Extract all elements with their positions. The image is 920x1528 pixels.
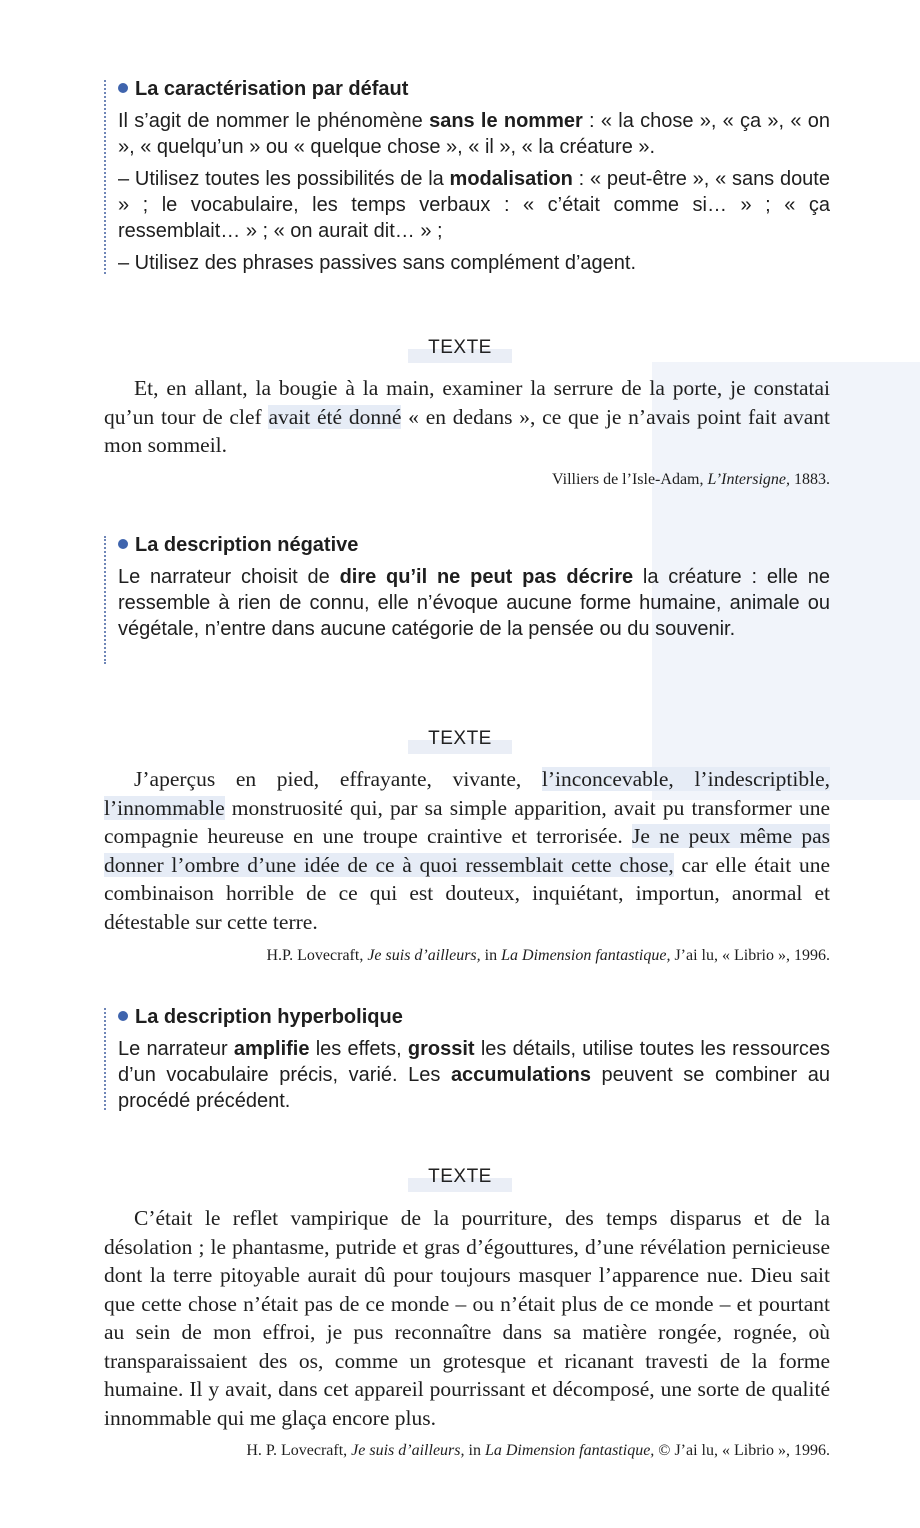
text-source: H.P. Lovecraft, Je suis d’ailleurs, in La Dimension fantastique, J’ai lu, « Librio », 1996. [266, 947, 830, 964]
bullet-dot-icon [118, 83, 128, 93]
section-rule [104, 80, 106, 274]
advice-passive: – Utilisez des phrases passives sans complément d’agent. [118, 252, 637, 274]
section-description-negative [118, 532, 830, 642]
section-description-hyperbolique [118, 1004, 830, 1114]
section-heading: La description négative [118, 532, 830, 558]
text-passage: J’aperçus en pied, effrayante, vivante, l’inconcevable, l’indescriptible, l’innommable monstruosité qui, par sa simple apparition, avait pu transformer une compagnie heureuse en une troupe craintive et terrorisée. Je ne peux même pas donner l’ombre d’une idée de ce à quoi ressemblait cette chose, car elle était une combinaison horrible de ce qui est douteux, inquiétant, importun, anormal et détestable sur cette terre. [104, 767, 831, 934]
section-rule [104, 1008, 106, 1110]
section-heading: La description hyperbolique [118, 1004, 830, 1030]
section-body: Le narrateur amplifie les effets, grossit les détails, utilise toutes les ressources d’un vocabulaire précis, varié. Les accumulations peuvent se combiner au procédé précédent. [118, 1038, 830, 1112]
section-intro: Il s’agit de nommer le phénomène sans le nommer : « la chose », « ça », « on », « quelqu’un » ou « quelque chose », « il », « la créature ». [118, 110, 830, 158]
section-heading: La caractérisation par défaut [118, 76, 830, 102]
advice-modalisation: – Utilisez toutes les possibilités de la modalisation : « peut-être », « sans doute » ; le vocabulaire, les temps verbaux : « c’était comme si… » ; « ça ressemblait… » ; « on aurait dit… » ; [118, 168, 830, 242]
text-label: TEXTE [428, 728, 492, 749]
text-source: Villiers de l’Isle-Adam, L’Intersigne, 1883. [552, 471, 830, 488]
text-source: H. P. Lovecraft, Je suis d’ailleurs, in La Dimension fantastique, © J’ai lu, « Librio », 1996. [246, 1442, 830, 1459]
bullet-dot-icon [118, 539, 128, 549]
text-label: TEXTE [428, 337, 492, 358]
section-caracterisation [118, 76, 830, 276]
text-passage: Et, en allant, la bougie à la main, examiner la serrure de la porte, je constatai qu’un tour de clef avait été donné « en dedans », ce que je n’avais point fait avant mon sommeil. [104, 376, 830, 457]
text-passage: C’était le reflet vampirique de la pourriture, des temps disparus et de la désolation ; le phantasme, putride et gras d’égouttures, d’une révélation pernicieuse dont la terre pitoyable aurait dû pour toujours masquer l’apparence nue. Dieu sait que cette chose n’était pas de ce monde – ou n’était plus de ce monde – et pourtant au sein de mon effroi, je pus reconnaître dans sa matière rongée, rognée, où transparaissaient des os, comme un grotesque et ricanant travesti de la forme humaine. Il y avait, dans cet appareil pourrissant et décomposé, une sorte de qualité innommable qui me glaça encore plus. [104, 1206, 830, 1430]
bullet-dot-icon [118, 1011, 128, 1021]
section-body: Le narrateur choisit de dire qu’il ne peut pas décrire la créature : elle ne ressemble à rien de connu, elle n’évoque aucune forme humaine, animale ou végétale, n’entre dans aucune catégorie de la pensée ou du souvenir. [118, 566, 831, 640]
section-rule [104, 536, 106, 664]
text-label: TEXTE [428, 1166, 492, 1187]
